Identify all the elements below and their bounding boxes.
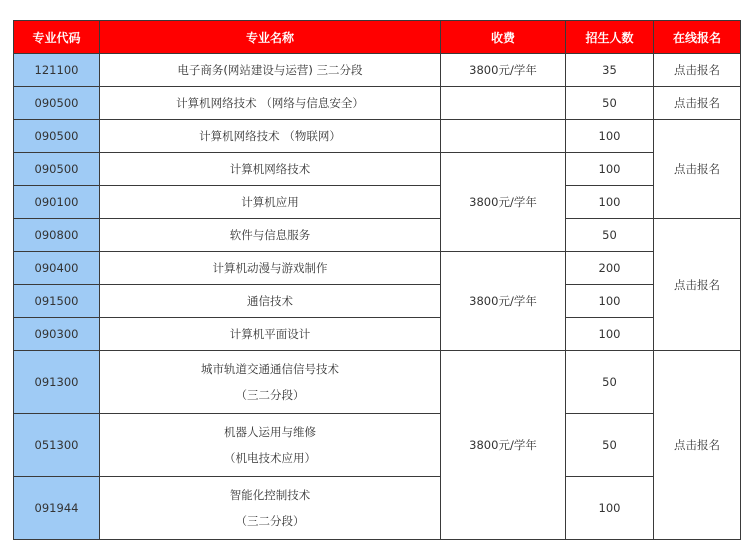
fee-cell: 3800元/学年 [441, 252, 566, 351]
major-name [100, 414, 441, 477]
header-signup: 在线报名 [654, 21, 741, 54]
major-name: 电子商务(网站建设与运营) 三二分段 [100, 54, 441, 87]
major-code: 051300 [14, 414, 100, 477]
header-count: 招生人数 [566, 21, 654, 54]
major-code: 090500 [14, 87, 100, 120]
major-code: 091500 [14, 285, 100, 318]
major-code: 090800 [14, 219, 100, 252]
header-name: 专业名称 [100, 21, 441, 54]
major-name-sub: （机电技术应用） [224, 451, 316, 465]
major-name-sub: （三二分段） [235, 388, 305, 402]
enroll-count: 100 [566, 153, 654, 186]
enroll-count: 35 [566, 54, 654, 87]
signup-link[interactable]: 点击报名 [654, 219, 741, 351]
table-row [14, 87, 741, 120]
table-row [14, 318, 741, 351]
table-row [14, 414, 741, 477]
fee-cell-empty [441, 120, 566, 153]
header-fee: 收费 [441, 21, 566, 54]
signup-link[interactable]: 点击报名 [654, 351, 741, 540]
major-code: 090100 [14, 186, 100, 219]
enroll-count: 200 [566, 252, 654, 285]
major-name [100, 351, 441, 414]
header-row [14, 21, 741, 54]
table-row [14, 153, 741, 186]
major-code: 090500 [14, 120, 100, 153]
major-code: 091300 [14, 351, 100, 414]
enroll-count: 100 [566, 477, 654, 540]
fee-cell: 3800元/学年 [441, 351, 566, 540]
table-row [14, 477, 741, 540]
fee-cell: 3800元/学年 [441, 153, 566, 252]
enroll-count: 100 [566, 285, 654, 318]
major-code: 090300 [14, 318, 100, 351]
fee-cell: 3800元/学年 [441, 54, 566, 87]
major-name: 计算机动漫与游戏制作 [100, 252, 441, 285]
major-name: 计算机网络技术 （网络与信息安全） [100, 87, 441, 120]
major-code: 091944 [14, 477, 100, 540]
fee-cell-empty [441, 87, 566, 120]
table-row [14, 351, 741, 414]
major-name [100, 477, 441, 540]
table-row [14, 252, 741, 285]
enroll-count: 100 [566, 186, 654, 219]
major-name: 计算机网络技术 [100, 153, 441, 186]
enroll-count: 50 [566, 219, 654, 252]
major-name: 计算机应用 [100, 186, 441, 219]
enroll-count: 50 [566, 87, 654, 120]
enroll-count: 100 [566, 120, 654, 153]
table-row [14, 186, 741, 219]
majors-table [13, 20, 741, 540]
major-name: 计算机平面设计 [100, 318, 441, 351]
table-row [14, 120, 741, 153]
major-name-main: 智能化控制技术 [229, 488, 311, 502]
major-code: 090400 [14, 252, 100, 285]
enroll-count: 50 [566, 351, 654, 414]
major-name: 软件与信息服务 [100, 219, 441, 252]
signup-link[interactable]: 点击报名 [654, 87, 741, 120]
major-name-main: 机器人运用与维修 [224, 425, 316, 439]
major-name: 通信技术 [100, 285, 441, 318]
table-row [14, 54, 741, 87]
header-code: 专业代码 [14, 21, 100, 54]
major-name-sub: （三二分段） [235, 514, 305, 528]
signup-link[interactable]: 点击报名 [654, 120, 741, 219]
enroll-count: 100 [566, 318, 654, 351]
major-name-main: 城市轨道交通通信信号技术 [201, 362, 339, 376]
enroll-count: 50 [566, 414, 654, 477]
signup-link[interactable]: 点击报名 [654, 54, 741, 87]
major-name: 计算机网络技术 （物联网） [100, 120, 441, 153]
major-code: 090500 [14, 153, 100, 186]
table-row [14, 285, 741, 318]
table-row [14, 219, 741, 252]
major-code: 121100 [14, 54, 100, 87]
